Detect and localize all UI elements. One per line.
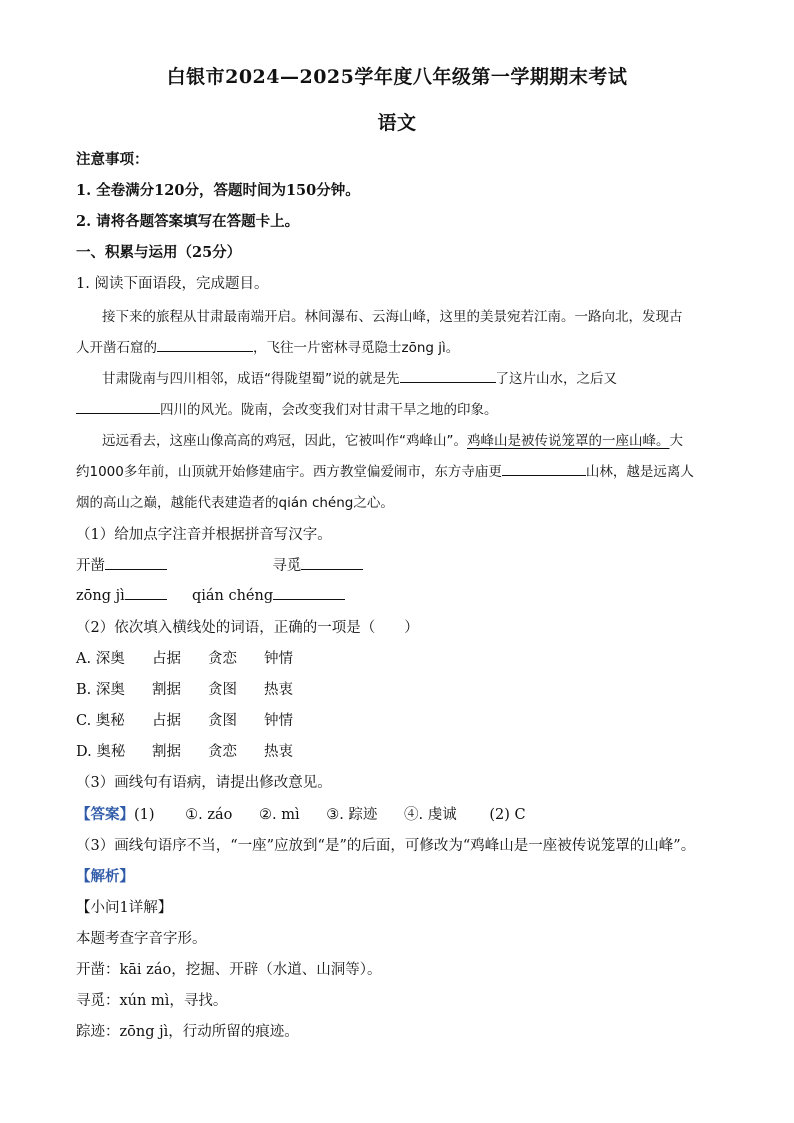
fill-blank [400, 368, 496, 383]
section-heading: 一、积累与运用（25分） [76, 244, 242, 261]
option-word: 贪图 [208, 713, 237, 729]
exam-title: 白银市2024—2025学年度八年级第一学期期末考试 [166, 66, 628, 88]
subject-title: 语文 [377, 112, 417, 134]
option-d [76, 740, 293, 761]
passage-line [76, 367, 742, 387]
analysis-subtag: 【小问1详解】 [76, 900, 173, 916]
option-word: B. 深奥 [76, 682, 125, 698]
answer-blank-row [76, 554, 363, 575]
passage-text: 四川的风光。陇南，会改变我们对甘肃干旱之地的印象。 [160, 402, 498, 418]
analysis-line: 本题考查字音字形。 [76, 931, 207, 947]
option-word: 占据 [152, 651, 181, 667]
answer-item: ③. 踪迹 [326, 807, 378, 823]
option-word: 热衷 [264, 682, 293, 698]
passage-text: 约1000多年前，山顶就开始修建庙宇。西方教堂偏爱闹市，东方寺庙更 [76, 464, 502, 480]
option-a [76, 647, 293, 668]
option-word: 热衷 [264, 744, 293, 760]
passage-text: 了这片山水，之后又 [495, 371, 617, 387]
option-word: 割据 [152, 744, 181, 760]
word-label: 开凿 [76, 558, 105, 574]
option-word: 钟情 [264, 713, 293, 729]
passage-text: 大 [669, 433, 683, 449]
sub-question-2: （2）依次填入横线处的词语，正确的一项是（ ） [76, 620, 419, 636]
passage-line [76, 398, 716, 418]
sub-question-3: （3）画线句有语病，请提出修改意见。 [76, 775, 332, 791]
option-word: 贪恋 [208, 651, 237, 667]
passage-line: 烟的高山之巅，越能代表建造者的qián chéng之心。 [76, 495, 394, 511]
passage-text: 人开凿石窟的 [76, 340, 157, 356]
answer-part: (2) C [489, 807, 526, 823]
option-word: 贪恋 [208, 744, 237, 760]
word-label: qián chéng [191, 588, 274, 604]
option-word: C. 奥秘 [76, 713, 125, 729]
passage-line [76, 429, 742, 449]
fill-blank [502, 461, 586, 476]
word-label: 寻觅 [272, 558, 302, 574]
passage-text: 远远看去，这座山像高高的鸡冠，因此，它被叫作“鸡峰山”。 [102, 433, 467, 449]
fill-blank [76, 399, 160, 414]
option-c [76, 709, 293, 730]
answer-item: ①. záo [185, 807, 233, 823]
answer-blank [273, 585, 345, 600]
option-word: A. 深奥 [76, 651, 125, 667]
answer-blank [301, 555, 363, 570]
passage-text: 甘肃陇南与四川相邻，成语“得陇望蜀”说的就是先 [102, 371, 400, 387]
passage-line [76, 336, 716, 356]
analysis-line: 开凿：kāi záo，挖掘、开辟（水道、山洞等）。 [76, 962, 382, 978]
option-word: 占据 [152, 713, 181, 729]
option-b [76, 678, 293, 699]
analysis-line: 踪迹：zōng jì，行动所留的痕迹。 [76, 1024, 299, 1040]
sub-question-1: （1）给加点字注音并根据拼音写汉字。 [76, 527, 332, 543]
analysis-tag: 【解析】 [76, 868, 134, 885]
answer-blank-row [76, 585, 345, 604]
passage-line: 接下来的旅程从甘肃最南端开启。林间瀑布、云海山峰，这里的美景宛若江南。一路向北，发现古 [102, 309, 683, 325]
answer-line: （3）画线句语序不当，“一座”应放到“是”的后面，可修改为“鸡峰山是一座被传说笼罩的山峰”。 [76, 838, 696, 854]
passage-text: 山林，越是远离人 [585, 464, 694, 480]
option-word: 割据 [152, 682, 181, 698]
question-1-prompt: 1. 阅读下面语段，完成题目。 [76, 276, 269, 292]
passage-text: ，飞往一片密林寻觅隐士zōng jì。 [253, 340, 460, 356]
notice-item-1: 1. 全卷满分120分，答题时间为150分钟。 [76, 182, 360, 199]
answer-blank [105, 555, 167, 570]
passage-line [76, 460, 716, 480]
notice-item-2: 2. 请将各题答案填写在答题卡上。 [76, 213, 300, 230]
option-word: 钟情 [264, 651, 293, 667]
answer-part: (1) [134, 807, 155, 823]
answer-item: ②. mì [259, 807, 300, 823]
option-word: D. 奥秘 [76, 744, 126, 760]
answer-blank [125, 585, 167, 600]
analysis-line: 寻觅：xún mì，寻找。 [76, 993, 228, 1009]
notice-heading: 注意事项： [76, 151, 149, 168]
answer-tag: 【答案】 [76, 806, 134, 823]
answer-row [76, 803, 526, 824]
answer-item: ④. 虔诚 [404, 807, 457, 823]
word-label: zōng jì [76, 588, 125, 604]
option-word: 贪图 [208, 682, 237, 698]
fill-blank [157, 337, 253, 352]
underlined-sentence: 鸡峰山是被传说笼罩的一座山峰。 [467, 433, 670, 449]
